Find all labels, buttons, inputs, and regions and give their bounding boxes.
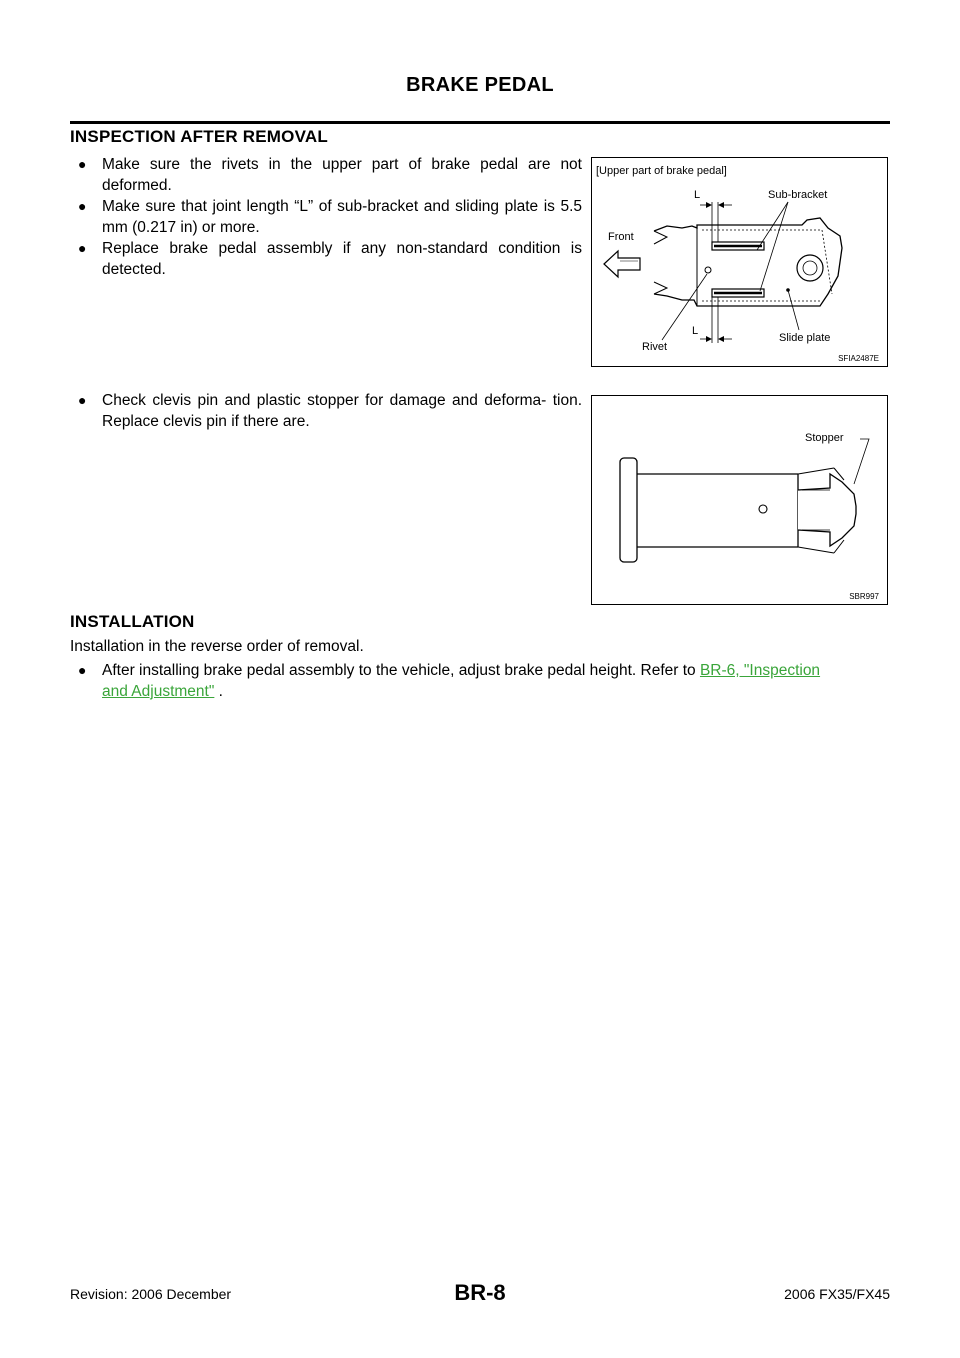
bullet-dot-icon: ● <box>78 198 87 214</box>
figure-label-stopper: Stopper <box>805 432 844 444</box>
footer-page-number: BR-8 <box>454 1280 506 1305</box>
bullet-text: Make sure that joint length “L” of sub-bracket and sliding plate is 5.5 mm (0.217 in) or more. <box>102 198 582 236</box>
title-rule <box>70 121 890 124</box>
figure-label-front: Front <box>608 231 634 243</box>
footer-revision: Revision: 2006 December <box>70 1286 232 1302</box>
list-item <box>70 660 888 702</box>
bullet-dot-icon: ● <box>78 156 87 172</box>
page-title: BRAKE PEDAL <box>406 74 554 96</box>
figure-label-slide-plate: Slide plate <box>779 332 831 344</box>
reference-link-br6-cont[interactable]: and Adjustment" <box>102 683 215 700</box>
list-item <box>70 196 582 238</box>
bullet-dot-icon: ● <box>78 662 87 678</box>
section-heading-inspection: INSPECTION AFTER REMOVAL <box>70 127 328 146</box>
figure-clevis-pin <box>591 395 888 605</box>
bullet-text: Make sure the rivets in the upper part of brake pedal are not deformed. <box>102 156 582 194</box>
section-heading-installation: INSTALLATION <box>70 612 195 631</box>
list-item <box>70 390 582 432</box>
bullet-tail: . <box>214 683 223 700</box>
figure-code: SBR997 <box>849 592 879 601</box>
bullet-dot-icon: ● <box>78 240 87 256</box>
bullet-dot-icon: ● <box>78 392 87 408</box>
figure-label-l-lower: L <box>692 325 699 337</box>
front-arrow-icon <box>604 251 640 277</box>
figure-code: SFIA2487E <box>838 354 879 363</box>
footer-model: 2006 FX35/FX45 <box>784 1286 890 1302</box>
list-item <box>70 154 582 196</box>
figure-label-rivet: Rivet <box>642 341 668 353</box>
figure-label-sub-bracket: Sub-bracket <box>768 189 828 201</box>
bullet-text: After installing brake pedal assembly to the vehicle, adjust brake pedal height. Refer to <box>102 662 700 679</box>
installation-intro: Installation in the reverse order of removal. <box>70 638 364 655</box>
bullet-text: Check clevis pin and plastic stopper for damage and deforma- tion. Replace clevis pin if there are. <box>102 392 582 430</box>
figure-title: [Upper part of brake pedal] <box>596 165 727 177</box>
figure-label-l-upper: L <box>694 189 701 201</box>
list-item <box>70 238 582 280</box>
reference-link-br6[interactable]: BR-6, "Inspection <box>699 662 821 679</box>
bullet-text: Replace brake pedal assembly if any non-standard condition is detected. <box>102 240 582 278</box>
figure-upper-brake-pedal <box>591 157 888 367</box>
